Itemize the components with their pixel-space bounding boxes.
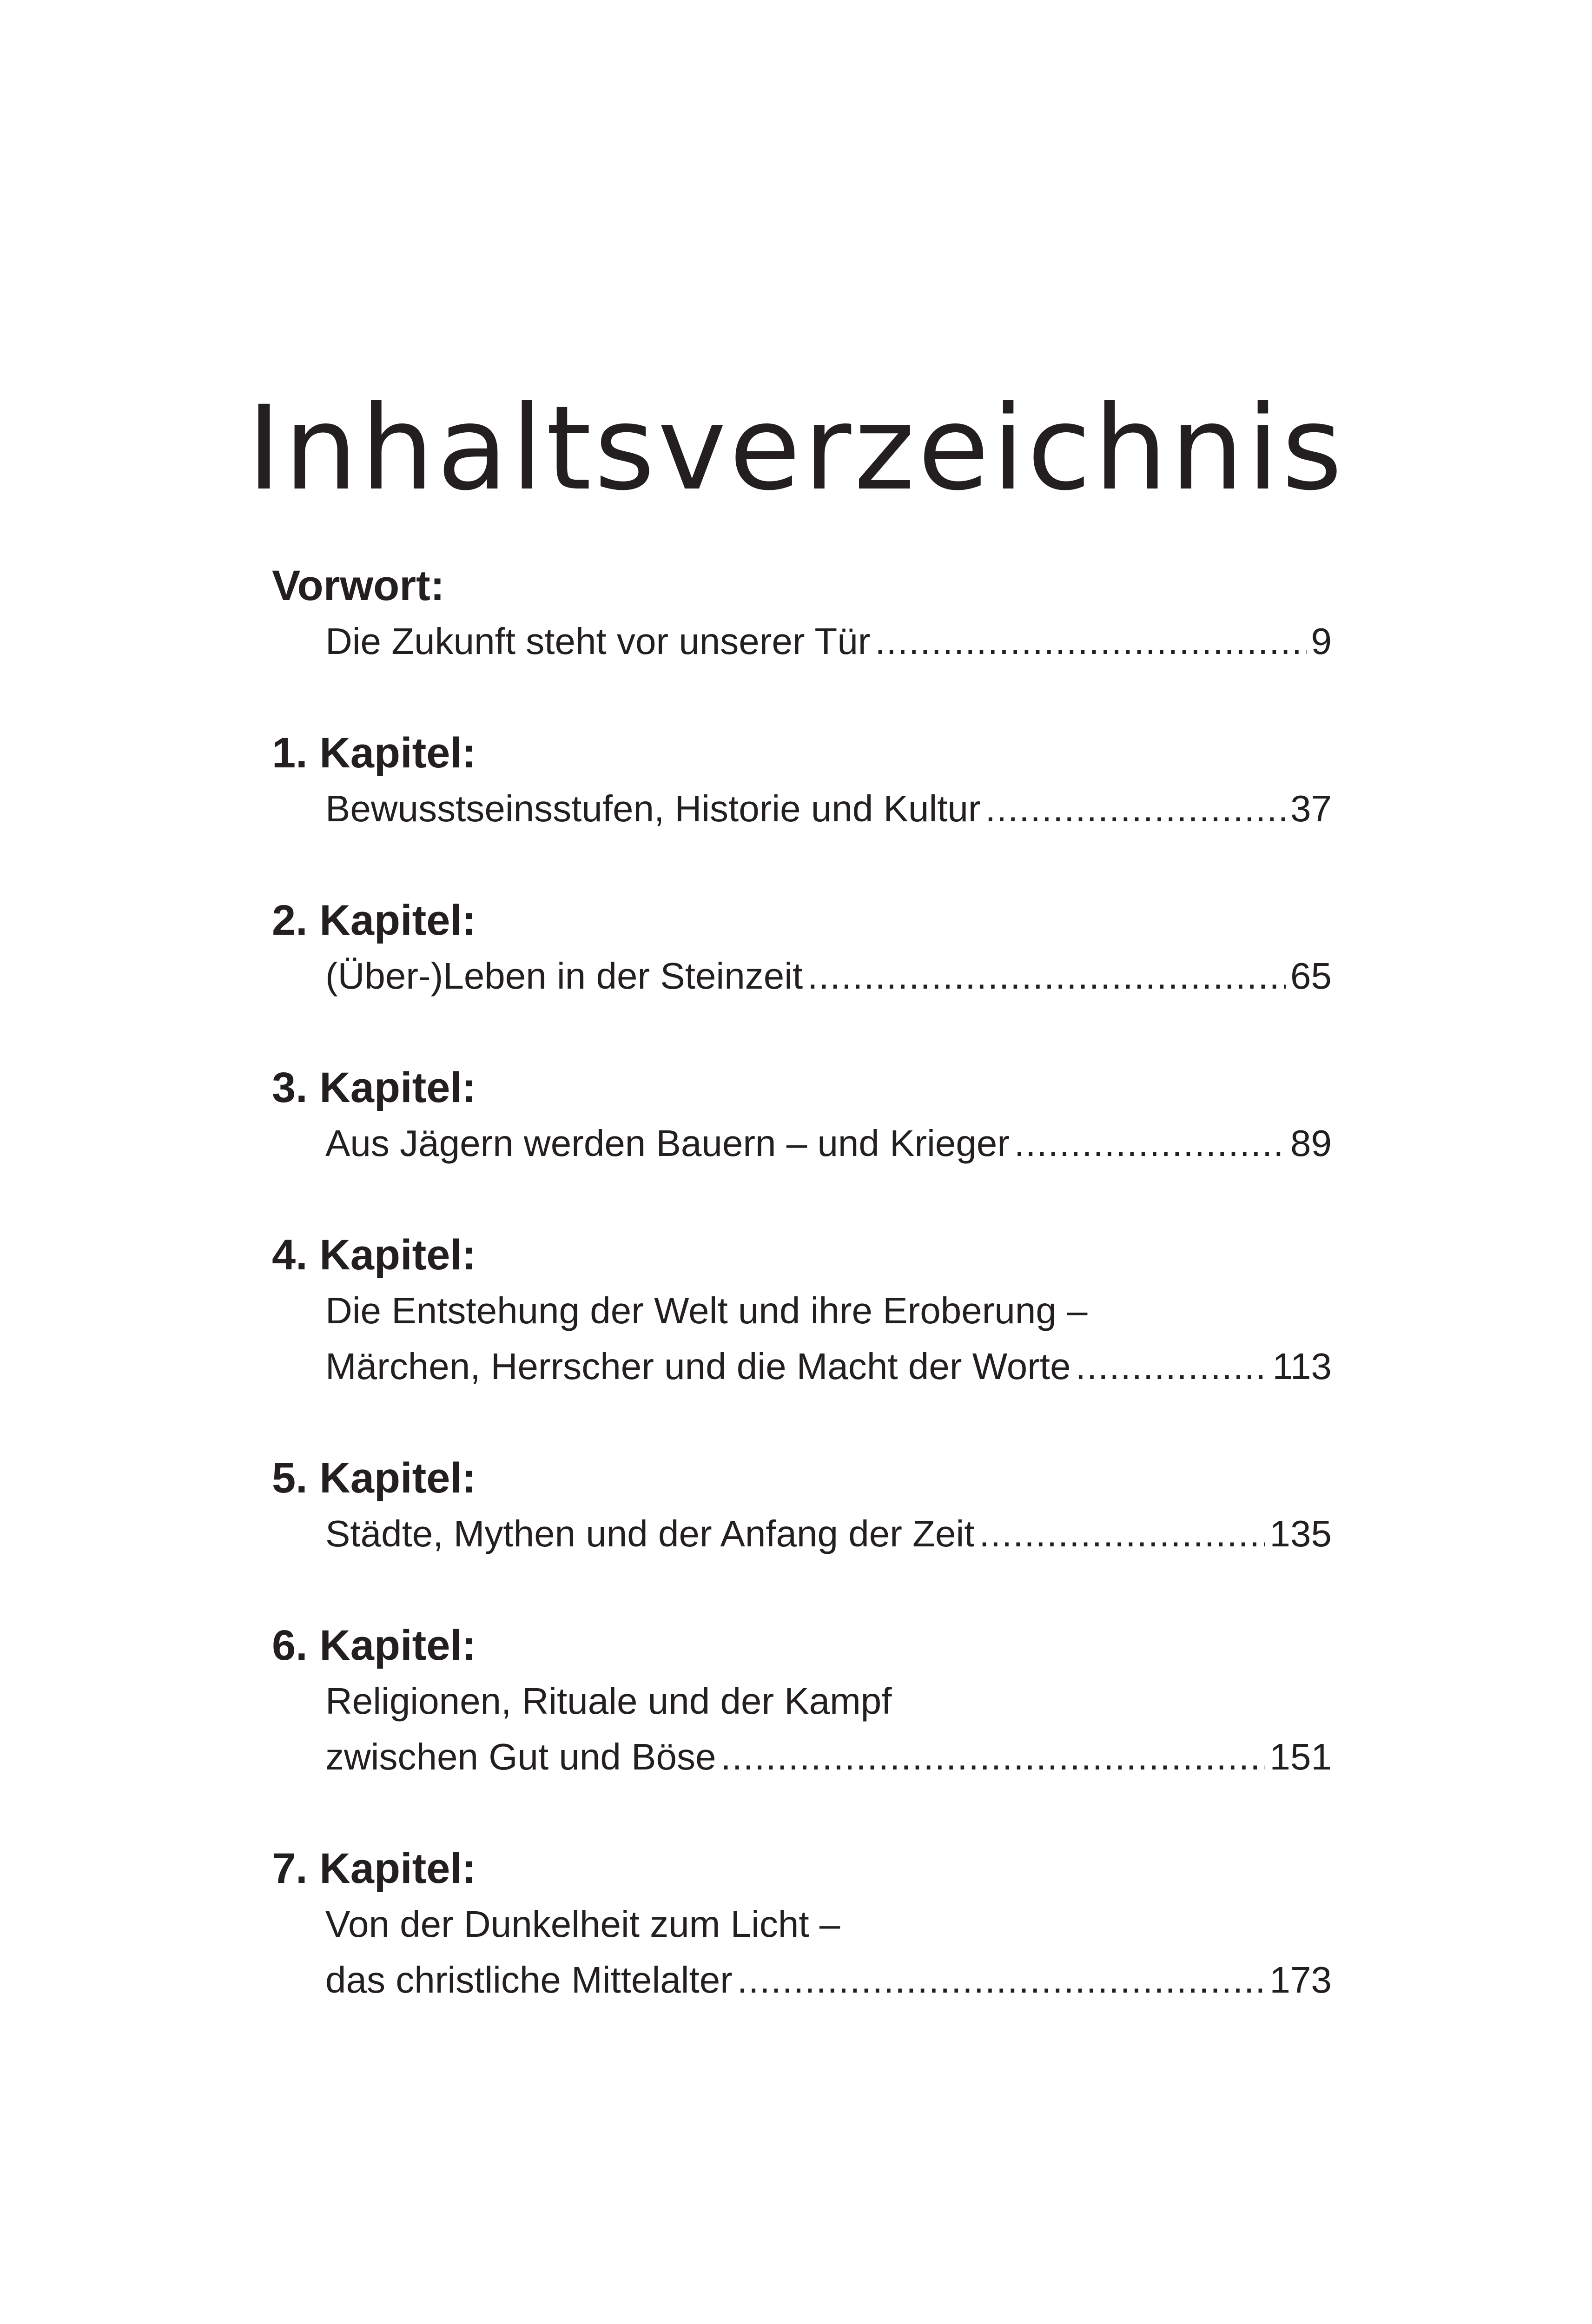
page-number: 173 — [1269, 1959, 1332, 2000]
page-number: 9 — [1311, 621, 1332, 662]
toc-entry[interactable] — [325, 1506, 1332, 1562]
toc-section-kapitel-4 — [272, 1227, 1332, 1394]
toc-entry[interactable] — [325, 948, 1332, 1004]
entry-title: Bewusstseinsstufen, Historie und Kultur — [325, 788, 981, 829]
entry-title: Märchen, Herrscher und die Macht der Worte — [325, 1346, 1071, 1387]
entry-line: Religionen, Rituale und der Kampf — [325, 1680, 892, 1722]
entry-line — [325, 1339, 1332, 1394]
section-heading: 4. Kapitel: — [272, 1231, 476, 1279]
toc-entry[interactable] — [325, 1896, 1332, 2008]
dot-leader — [720, 1729, 1265, 1785]
page-number: 65 — [1290, 955, 1332, 997]
toc-entry[interactable] — [325, 1673, 1332, 1785]
entry-title: Städte, Mythen und der Anfang der Zeit — [325, 1513, 975, 1554]
dot-leader — [875, 614, 1306, 669]
page-number: 151 — [1269, 1736, 1332, 1777]
entry-title: (Über-)Leben in der Steinzeit — [325, 955, 803, 997]
section-heading: 2. Kapitel: — [272, 897, 476, 944]
toc-section-kapitel-2 — [272, 892, 1332, 1004]
entry-title: Aus Jägern werden Bauern – und Krieger — [325, 1122, 1010, 1164]
toc-section-kapitel-5 — [272, 1450, 1332, 1562]
entry-line — [325, 1506, 1332, 1562]
page-number: 89 — [1290, 1122, 1332, 1164]
entry-line — [325, 1952, 1332, 2008]
dot-leader — [985, 781, 1286, 837]
page-number: 135 — [1269, 1513, 1332, 1554]
entry-line: Von der Dunkelheit zum Licht – — [325, 1903, 840, 1945]
entry-line — [325, 1116, 1332, 1171]
dot-leader — [807, 948, 1286, 1004]
page-number: 37 — [1290, 788, 1332, 829]
entry-line: Die Entstehung der Welt und ihre Eroberung – — [325, 1290, 1088, 1331]
section-heading: 6. Kapitel: — [272, 1622, 476, 1669]
entry-line — [325, 781, 1332, 837]
toc-section-kapitel-7 — [272, 1841, 1332, 2008]
entry-line — [325, 614, 1332, 669]
toc-entry[interactable] — [325, 781, 1332, 837]
section-heading: Vorwort: — [272, 562, 445, 609]
section-heading: 3. Kapitel: — [272, 1064, 476, 1111]
page-number: 113 — [1272, 1346, 1332, 1387]
dot-leader — [1014, 1116, 1286, 1171]
entry-title: das christliche Mittelalter — [325, 1959, 733, 2000]
section-heading: 7. Kapitel: — [272, 1845, 476, 1892]
toc-section-kapitel-1 — [272, 725, 1332, 837]
entry-title: zwischen Gut und Böse — [325, 1736, 716, 1777]
section-heading: 1. Kapitel: — [272, 729, 476, 777]
toc-section-kapitel-6 — [272, 1618, 1332, 1785]
entry-line — [325, 1729, 1332, 1785]
toc-section-vorwort — [272, 558, 1332, 669]
dot-leader — [737, 1952, 1265, 2008]
page-title: Inhaltsverzeichnis — [247, 381, 1345, 516]
toc-entry[interactable] — [325, 1283, 1332, 1394]
toc-entry[interactable] — [325, 1116, 1332, 1171]
toc-section-kapitel-3 — [272, 1060, 1332, 1171]
dot-leader — [979, 1506, 1265, 1562]
entry-line — [325, 948, 1332, 1004]
dot-leader — [1076, 1339, 1268, 1394]
section-heading: 5. Kapitel: — [272, 1454, 476, 1502]
toc-entry[interactable] — [325, 614, 1332, 669]
entry-title: Die Zukunft steht vor unserer Tür — [325, 621, 871, 662]
